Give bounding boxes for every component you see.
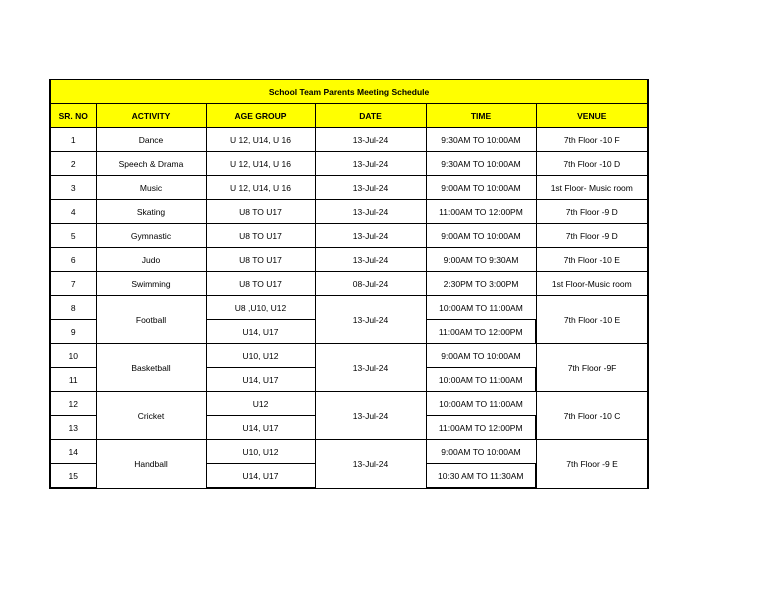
date-cell: 13-Jul-24 xyxy=(315,176,426,200)
venue-cell: 7th Floor -10 C xyxy=(536,392,648,440)
date-cell: 13-Jul-24 xyxy=(315,344,426,392)
activity-cell: Judo xyxy=(96,248,206,272)
header-row xyxy=(50,104,648,128)
sr-no-cell: 6 xyxy=(50,248,96,272)
table-row xyxy=(50,128,648,152)
time-cell: 10:00AM TO 11:00AM xyxy=(426,368,536,392)
date-cell: 13-Jul-24 xyxy=(315,248,426,272)
sr-no-cell: 10 xyxy=(50,344,96,368)
sr-no-cell: 14 xyxy=(50,440,96,464)
sr-no-cell: 15 xyxy=(50,464,96,489)
time-cell: 9:00AM TO 10:00AM xyxy=(426,224,536,248)
age-group-cell: U 12, U14, U 16 xyxy=(206,128,315,152)
table-row xyxy=(50,344,648,368)
table-row xyxy=(50,392,648,416)
table-row xyxy=(50,248,648,272)
venue-cell: 7th Floor -10 F xyxy=(536,128,648,152)
venue-cell: 7th Floor -10 E xyxy=(536,248,648,272)
age-group-cell: U14, U17 xyxy=(206,464,315,489)
date-cell: 08-Jul-24 xyxy=(315,272,426,296)
header-date: DATE xyxy=(315,104,426,128)
age-group-cell: U10, U12 xyxy=(206,440,315,464)
header-sr-no: SR. NO xyxy=(50,104,96,128)
time-cell: 9:00AM TO 10:00AM xyxy=(426,176,536,200)
sr-no-cell: 4 xyxy=(50,200,96,224)
sr-no-cell: 8 xyxy=(50,296,96,320)
age-group-cell: U 12, U14, U 16 xyxy=(206,176,315,200)
header-venue: VENUE xyxy=(536,104,648,128)
time-cell: 11:00AM TO 12:00PM xyxy=(426,200,536,224)
date-cell: 13-Jul-24 xyxy=(315,200,426,224)
time-cell: 2:30PM TO 3:00PM xyxy=(426,272,536,296)
activity-cell: Football xyxy=(96,296,206,344)
sr-no-cell: 2 xyxy=(50,152,96,176)
time-cell: 10:00AM TO 11:00AM xyxy=(426,296,536,320)
table-row xyxy=(50,224,648,248)
table-row xyxy=(50,176,648,200)
activity-cell: Gymnastic xyxy=(96,224,206,248)
activity-cell: Cricket xyxy=(96,392,206,440)
sr-no-cell: 7 xyxy=(50,272,96,296)
age-group-cell: U8 TO U17 xyxy=(206,200,315,224)
time-cell: 9:00AM TO 10:00AM xyxy=(426,440,536,464)
age-group-cell: U12 xyxy=(206,392,315,416)
venue-cell: 7th Floor -9 D xyxy=(536,200,648,224)
sr-no-cell: 12 xyxy=(50,392,96,416)
table-row xyxy=(50,152,648,176)
activity-cell: Speech & Drama xyxy=(96,152,206,176)
sr-no-cell: 9 xyxy=(50,320,96,344)
time-cell: 9:30AM TO 10:00AM xyxy=(426,152,536,176)
activity-cell: Dance xyxy=(96,128,206,152)
time-cell: 9:30AM TO 10:00AM xyxy=(426,128,536,152)
sr-no-cell: 11 xyxy=(50,368,96,392)
header-age-group: AGE GROUP xyxy=(206,104,315,128)
age-group-cell: U14, U17 xyxy=(206,320,315,344)
time-cell: 9:00AM TO 10:00AM xyxy=(426,344,536,368)
sr-no-cell: 5 xyxy=(50,224,96,248)
table-title: School Team Parents Meeting Schedule xyxy=(50,80,648,104)
time-cell: 9:00AM TO 9:30AM xyxy=(426,248,536,272)
schedule-table xyxy=(49,79,649,489)
age-group-cell: U8 TO U17 xyxy=(206,272,315,296)
date-cell: 13-Jul-24 xyxy=(315,296,426,344)
venue-cell: 1st Floor-Music room xyxy=(536,272,648,296)
date-cell: 13-Jul-24 xyxy=(315,128,426,152)
activity-cell: Handball xyxy=(96,440,206,489)
time-cell: 10:00AM TO 11:00AM xyxy=(426,392,536,416)
venue-cell: 7th Floor -9 D xyxy=(536,224,648,248)
date-cell: 13-Jul-24 xyxy=(315,224,426,248)
date-cell: 13-Jul-24 xyxy=(315,392,426,440)
venue-cell: 7th Floor -10 D xyxy=(536,152,648,176)
time-cell: 11:00AM TO 12:00PM xyxy=(426,320,536,344)
age-group-cell: U8 TO U17 xyxy=(206,224,315,248)
header-time: TIME xyxy=(426,104,536,128)
venue-cell: 7th Floor -9 E xyxy=(536,440,648,489)
table-row xyxy=(50,440,648,464)
date-cell: 13-Jul-24 xyxy=(315,440,426,489)
age-group-cell: U14, U17 xyxy=(206,368,315,392)
table-row xyxy=(50,200,648,224)
age-group-cell: U8 TO U17 xyxy=(206,248,315,272)
time-cell: 10:30 AM TO 11:30AM xyxy=(426,464,536,489)
sr-no-cell: 1 xyxy=(50,128,96,152)
table-row xyxy=(50,272,648,296)
sr-no-cell: 3 xyxy=(50,176,96,200)
activity-cell: Skating xyxy=(96,200,206,224)
age-group-cell: U8 ,U10, U12 xyxy=(206,296,315,320)
venue-cell: 7th Floor -9F xyxy=(536,344,648,392)
activity-cell: Music xyxy=(96,176,206,200)
venue-cell: 1st Floor- Music room xyxy=(536,176,648,200)
activity-cell: Swimming xyxy=(96,272,206,296)
time-cell: 11:00AM TO 12:00PM xyxy=(426,416,536,440)
venue-cell: 7th Floor -10 E xyxy=(536,296,648,344)
activity-cell: Basketball xyxy=(96,344,206,392)
age-group-cell: U 12, U14, U 16 xyxy=(206,152,315,176)
age-group-cell: U10, U12 xyxy=(206,344,315,368)
table-row xyxy=(50,296,648,320)
sr-no-cell: 13 xyxy=(50,416,96,440)
date-cell: 13-Jul-24 xyxy=(315,152,426,176)
header-activity: ACTIVITY xyxy=(96,104,206,128)
title-row xyxy=(50,80,648,104)
age-group-cell: U14, U17 xyxy=(206,416,315,440)
